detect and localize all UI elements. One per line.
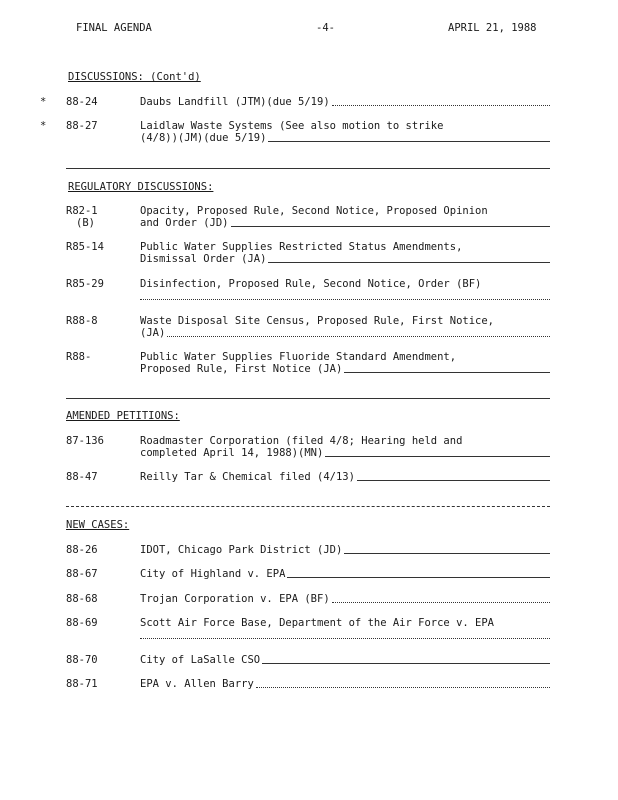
section-divider: [66, 506, 550, 507]
agenda-item: [66, 435, 550, 461]
agenda-item: [66, 568, 550, 582]
header-date: APRIL 21, 1988: [448, 22, 537, 34]
item-description: EPA v. Allen Barry: [140, 678, 254, 690]
item-description: Waste Disposal Site Census, Proposed Rule, First Notice,: [140, 315, 495, 327]
agenda-item: [66, 544, 550, 558]
item-number: 88-24: [66, 96, 98, 108]
amended-heading: AMENDED PETITIONS:: [66, 410, 180, 422]
discussions-heading: DISCUSSIONS: (Cont'd): [68, 71, 201, 83]
item-number: R85-29: [66, 278, 104, 290]
item-number: 88-67: [66, 568, 98, 580]
header-page-number: -4-: [316, 22, 335, 34]
item-number: 88-68: [66, 593, 98, 605]
item-description-cont: (4/8))(JM)(due 5/19): [140, 132, 267, 144]
item-description: City of Highland v. EPA: [140, 568, 286, 580]
priority-star: *: [40, 96, 47, 108]
item-description-cont: completed April 14, 1988)(MN): [140, 447, 324, 459]
header-left: FINAL AGENDA: [76, 22, 152, 34]
item-description: Opacity, Proposed Rule, Second Notice, Proposed Opinion: [140, 205, 488, 217]
item-number: 88-47: [66, 471, 98, 483]
agenda-item: [66, 241, 550, 267]
agenda-item: [66, 315, 550, 341]
item-description: Laidlaw Waste Systems (See also motion to strike: [140, 120, 444, 132]
agenda-item: [66, 654, 550, 668]
agenda-item: [66, 96, 550, 110]
item-sub-number: (B): [76, 217, 95, 229]
agenda-item: [66, 617, 550, 643]
item-number: 88-69: [66, 617, 98, 629]
new-cases-heading: NEW CASES:: [66, 519, 130, 531]
item-description: Daubs Landfill (JTM)(due 5/19): [140, 96, 330, 108]
item-description: Public Water Supplies Fluoride Standard Amendment,: [140, 351, 457, 363]
regulatory-heading: REGULATORY DISCUSSIONS:: [68, 181, 214, 193]
item-description-cont: Dismissal Order (JA): [140, 253, 267, 265]
item-number: R85-14: [66, 241, 104, 253]
item-number: 88-71: [66, 678, 98, 690]
item-description: IDOT, Chicago Park District (JD): [140, 544, 343, 556]
item-number: R82-1: [66, 205, 98, 217]
item-description: Roadmaster Corporation (filed 4/8; Hearing held and: [140, 435, 463, 447]
item-description-cont: and Order (JD): [140, 217, 229, 229]
item-number: 87-136: [66, 435, 104, 447]
agenda-item: [66, 593, 550, 607]
priority-star: *: [40, 120, 47, 132]
agenda-item: [66, 205, 550, 231]
item-description-cont: (JA): [140, 327, 166, 339]
item-description: Disinfection, Proposed Rule, Second Notice, Order (BF): [140, 278, 482, 290]
section-divider: [66, 398, 550, 399]
item-description: Public Water Supplies Restricted Status Amendments,: [140, 241, 463, 253]
item-description: Scott Air Force Base, Department of the Air Force v. EPA: [140, 617, 495, 629]
item-number: 88-70: [66, 654, 98, 666]
item-description: City of LaSalle CSO: [140, 654, 261, 666]
item-description: Reilly Tar & Chemical filed (4/13): [140, 471, 355, 483]
item-number: 88-27: [66, 120, 98, 132]
agenda-item: [66, 471, 550, 485]
item-description: Trojan Corporation v. EPA (BF): [140, 593, 330, 605]
item-number: R88-: [66, 351, 92, 363]
item-description-cont: Proposed Rule, First Notice (JA): [140, 363, 343, 375]
agenda-item: [66, 278, 550, 304]
agenda-item: [66, 678, 550, 692]
agenda-item: [66, 120, 550, 146]
agenda-item: [66, 351, 550, 377]
section-divider: [66, 168, 550, 169]
item-number: 88-26: [66, 544, 98, 556]
item-number: R88-8: [66, 315, 98, 327]
